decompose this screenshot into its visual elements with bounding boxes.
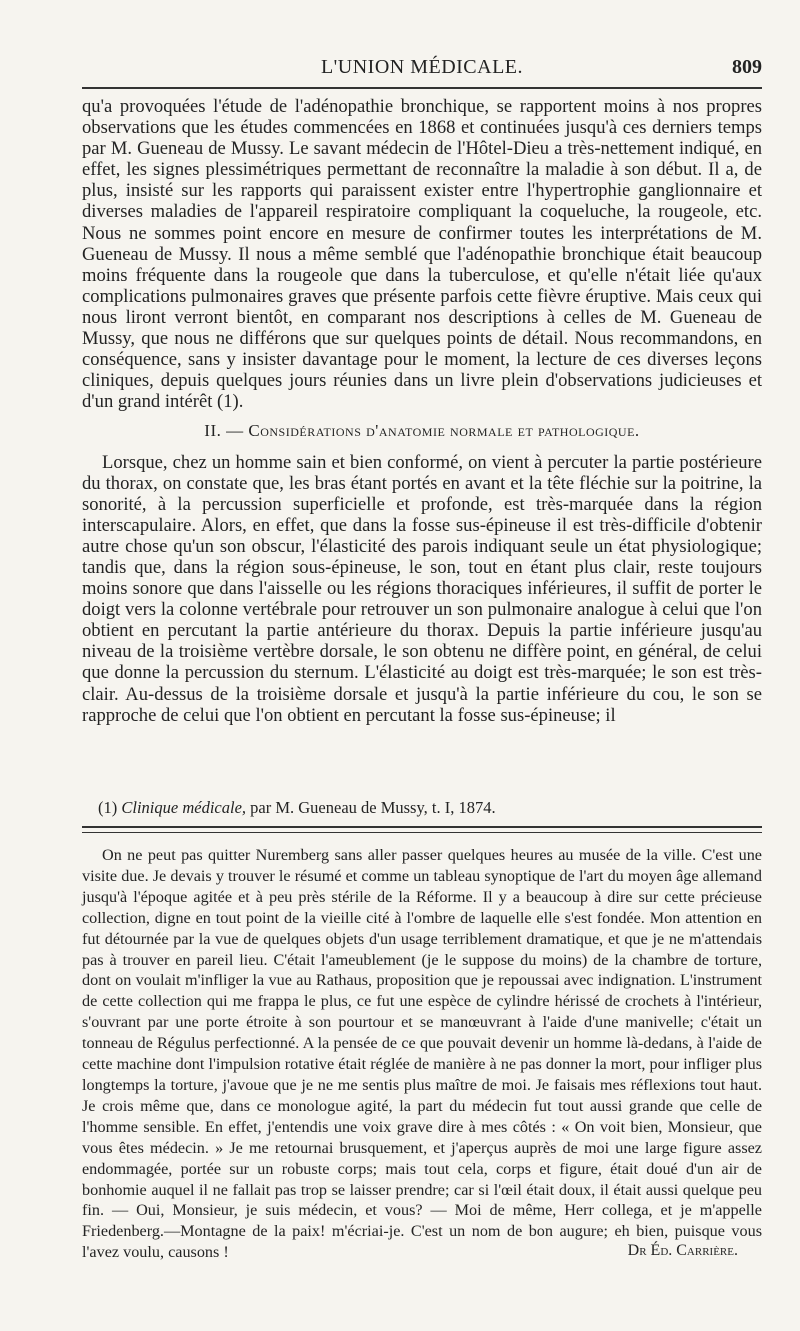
header-rule [82, 87, 762, 89]
body-paragraph-2: Lorsque, chez un homme sain et bien conformé, on vient à percuter la partie postérieure du thorax, on constate que, les bras étant portés en avant et la tête fléchie sur la poitrine, la sonorité, à la percussion superficielle et profonde, est très-marquée dans la région interscapulaire. Alors, en effet, que dans la fosse sus-épineuse il est très-difficile d'obtenir autre chose qu'un son obscur, l'élasticité des parois indiquant seule un état physiologique; tandis que, dans la région sous-épineuse, le son, tout en étant plus clair, reste toujours moins sonore que dans l'aisselle ou les régions thoraciques inférieures, il suffit de porter le doigt vers la colonne vertébrale pour retrouver un son pulmonaire analogue à celui que l'on obtient en percutant la partie antérieure du thorax. Depuis la partie inférieure jusqu'au niveau de la troisième vertèbre dorsale, le son obtenu ne diffère point, en général, de celui que donne la percussion du sternum. L'élasticité au doigt est très-marquée; le son est très-clair. Au-dessus de la troisième dorsale et jusqu'à la partie inférieure du cou, le son se rapproche de celui que l'on obtient en percutant la fosse sus-épineuse; il [82, 451, 762, 726]
footnote-marker: (1) [98, 798, 118, 817]
page-number: 809 [732, 56, 762, 78]
section-heading: II. — Considérations d'anatomie normale et pathologique. [204, 421, 640, 441]
footnote-title: Clinique médicale, [121, 798, 247, 817]
feuilleton-separator [82, 826, 762, 833]
footnote [98, 798, 762, 818]
feuilleton-paragraph: On ne peut pas quitter Nuremberg sans aller passer quelques heures au musée de la ville. C'est une visite due. Je devais y trouver le résumé et comme un tableau synoptique de l'art du moyen âge allemand jusqu'à l'époque agitée et à peu près stérile de la Réforme. Il y a beaucoup à dire sur cette précieuse collection, digne en tout point de la vieille cité à l'ombre de laquelle elle s'est fondée. Mon attention en fut détournée par la vue de quelques objets d'un usage terriblement dramatique, et que je ne m'attendais pas à trouver en pareil lieu. C'était l'ameublement (je le suppose du moins) de la chambre de torture, dont on voulait m'infliger la vue au Rathaus, proposition que je repoussai avec indignation. L'instrument de cette collection qui me frappa le plus, ce fut une espèce de cylindre hérissé de crochets à l'intérieur, s'ouvrant par une porte étroite à son pourtour et se manœuvrant à l'aide d'une manivelle; c'était un tonneau de Régulus perfectionné. A la pensée de ce que pouvait devenir un homme là-dedans, à l'aide de cette machine dont l'impulsion rotative était réglée de manière à ne pas donner la mort, pour infliger plus longtemps la torture, j'avoue que je ne me sentis plus maître de moi. Je faisais mes réflexions tout haut. Je crois même que, dans ce monologue agité, la part du médecin fut tout aussi grande que celle de l'homme sensible. En effet, j'entendis une voix grave dire à mes côtés : « On voit bien, Monsieur, que vous êtes médecin. » Je me retournai brusquement, et j'aperçus auprès de moi une large figure assez endommagée, portée sur un robuste corps; mais tout cela, corps et figure, était doué d'un air de bonhomie auquel il ne fallait pas trop se laisser prendre; car si l'œil était doux, il était aussi quelque peu fin. — Oui, Monsieur, je suis médecin, et vous? — Moi de même, Herr collega, et je m'appelle Friedenberg.—Montagne de la paix! m'écriai-je. C'est un nom de bon augure; eh bien, puisque vous l'avez voulu, causons ! [82, 846, 762, 1262]
author-signature: Dr Éd. Carrière. [627, 1242, 738, 1259]
running-title: L'UNION MÉDICALE. [320, 56, 524, 78]
article-body [82, 96, 762, 726]
body-paragraph-1: qu'a provoquées l'étude de l'adénopathie bronchique, se rapportent moins à nos propres observations que les études commencées en 1868 et continuées jusqu'à ces derniers temps par M. Gueneau de Mussy. Le savant médecin de l'Hôtel-Dieu a très-nettement indiqué, en effet, les signes plessimétriques permettant de reconnaître la maladie à son début. Il a, de plus, insisté sur les rapports qui paraissent exister entre l'hypertrophie ganglionnaire et diverses maladies de l'appareil respiratoire compliquant la coqueluche, la rougeole, etc. Nous ne sommes point encore en mesure de confirmer toutes les interprétations de M. Gueneau de Mussy. Il nous a même semblé que l'adénopathie bronchique était beaucoup moins fréquente dans la rougeole que dans la tuberculose, et qu'elle n'était liée qu'aux complications pulmonaires graves que présente parfois cette fièvre éruptive. Mais ceux qui nous liront verront bientôt, en comparant nos descriptions à celles de M. Gueneau de Mussy, que nous ne différons que sur quelques points de détail. Nous recommandons, en conséquence, sans y insister davantage pour le moment, la lecture de ces diverses leçons cliniques, depuis quelques jours réunies dans un livre plein d'observations judicieuses et d'un grand intérêt (1). [82, 96, 762, 413]
footnote-text: par M. Gueneau de Mussy, t. I, 1874. [250, 798, 496, 817]
page-header [82, 56, 762, 86]
feuilleton [82, 845, 762, 1263]
